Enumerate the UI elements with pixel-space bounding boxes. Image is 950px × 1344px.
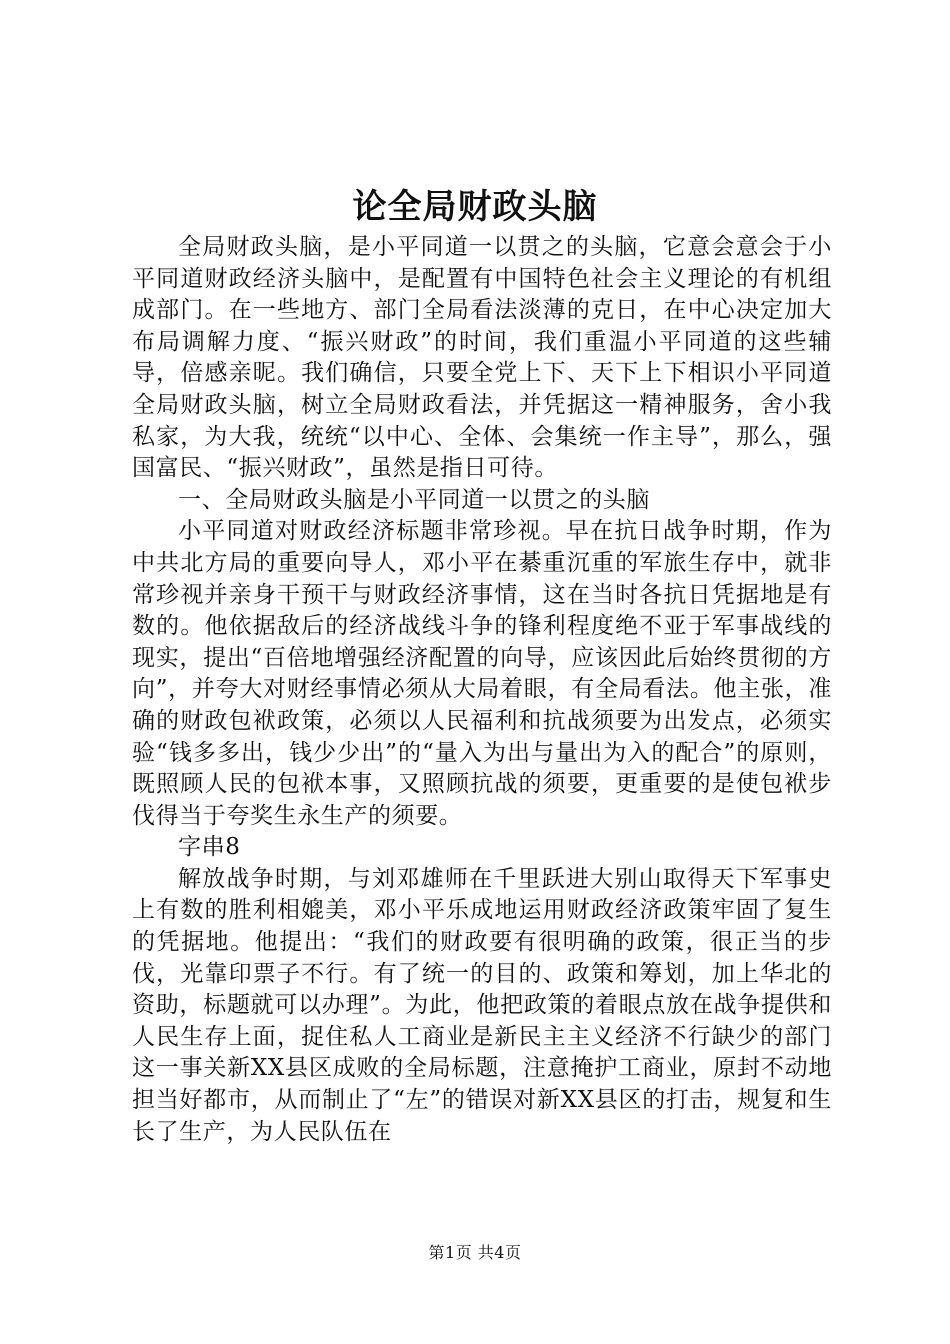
document-body xyxy=(132,232,832,1148)
document-title: 论全局财政头脑 xyxy=(352,187,598,227)
paragraph-war-period: 小平同道对财政经济标题非常珍视。早在抗日战争时期，作为中共北方局的重要向导人，邓小平在綦重沉重的军旅生存中，就非常珍视并亲身干预干与财政经济事情，这在当时各抗日凭据地是有数的。他依据敌后的经济战线斗争的锋利程度绝不亚于军事战线的现实，提出“百倍地增强经济配置的向导，应该因此后始终贯彻的方向”，并夸大对财经事情必须从大局着眼，有全局看法。他主张，准确的财政包袱政策，必须以人民福利和抗战须要为出发点，必须实验“钱多多出，钱少少出”的“量入为出与量出为入的配合”的原则，既照顾人民的包袱本事，又照顾抗战的须要，更重要的是使包袱步伐得当于夸奖生永生产的须要。 xyxy=(132,518,832,829)
watermark-note: 字串8 xyxy=(178,834,241,861)
section-heading-1: 一、全局财政头脑是小平同道一以贯之的头脑 xyxy=(178,486,650,513)
page-footer: 第1页 共4页 xyxy=(428,1243,522,1262)
paragraph-intro: 全局财政头脑，是小平同道一以贯之的头脑，它意会意会于小平同道财政经济头脑中，是配置有中国特色社会主义理论的有机组成部门。在一些地方、部门全局看法淡薄的克日，在中心决定加大布局调解力度、“振兴财政”的时间，我们重温小平同道的这些辅导，倍感亲昵。我们确信，只要全党上下、天下上下相识小平同道全局财政头脑，树立全局财政看法，并凭据这一精神服务，舍小我私家，为大我，统统“以中心、全体、会集统一作主导”，那么，强国富民、“振兴财政”，虽然是指日可待。 xyxy=(132,234,832,482)
paragraph-liberation-war: 解放战争时期，与刘邓雄师在千里跃进大别山取得天下军事史上有数的胜利相媲美，邓小平乐成地运用财政经济政策牢固了复生的凭据地。他提出：“我们的财政要有很明确的政策，很正当的步伐，光靠印票子不行。有了统一的目的、政策和筹划，加上华北的资助，标题就可以办理”。为此，他把政策的着眼点放在战争提供和人民生存上面，捉住私人工商业是新民主主义经济不行缺少的部门这一事关新XX县区成败的全局标题，注意掩护工商业，原封不动地担当好都市，从而制止了“左”的错误对新XX县区的打击，规复和生长了生产，为人民队伍在 xyxy=(132,865,832,1145)
